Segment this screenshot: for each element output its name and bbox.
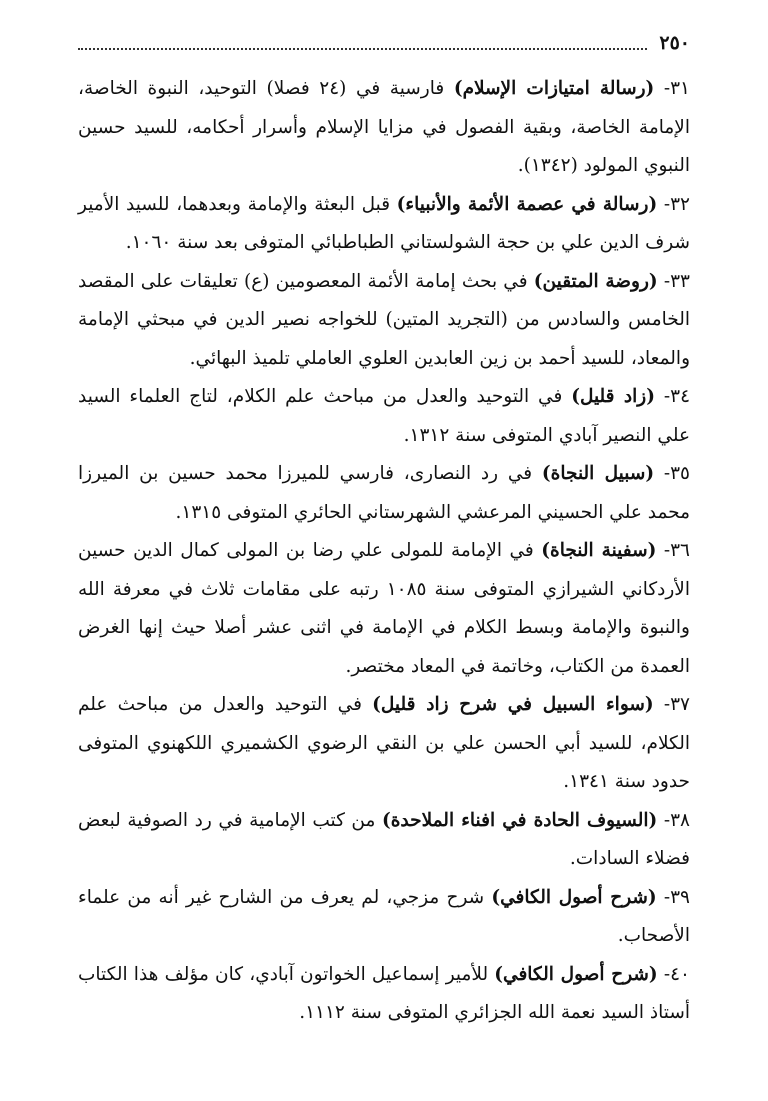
- entry-number: ٣١-: [663, 78, 690, 99]
- entry-title: (سبيل النجاة): [541, 463, 655, 484]
- entry-body: في التوحيد والعدل من مباحث علم الكلام، للسيد أبي الحسن علي بن النقي الرضوي الكشميري اللكهنوي المتوفى حدود سنة ١٣٤١.: [78, 694, 690, 792]
- entry-body: في رد النصارى، فارسي للميرزا محمد حسين بن الميرزا محمد علي الحسيني المرعشي الشهرستاني الحائري المتوفى ١٣١٥.: [78, 463, 690, 523]
- entry-title: (زاد قليل): [571, 386, 655, 407]
- entry-item: [78, 70, 690, 186]
- entry-title: (سواء السبيل في شرح زاد قليل): [372, 694, 654, 715]
- entry-body: شرح مزجي، لم يعرف من الشارح غير أنه من علماء الأصحاب.: [78, 886, 690, 946]
- entry-body: للأمير إسماعيل الخواتون آبادي، كان مؤلف هذا الكتاب أستاذ السيد نعمة الله الجزائري المتوفى سنة ١١١٢.: [78, 963, 690, 1023]
- entry-item: [78, 263, 690, 379]
- entry-number: ٣٣-: [663, 270, 690, 292]
- entry-number: ٣٥-: [663, 463, 690, 484]
- entry-body: من كتب الإمامية في رد الصوفية لبعض فضلاء السادات.: [78, 809, 690, 869]
- page-header: [78, 28, 690, 58]
- entry-title: (روضة المتقين): [533, 270, 658, 292]
- entry-number: ٣٩-: [663, 886, 690, 908]
- entry-item: [78, 186, 690, 263]
- entry-item: [78, 378, 690, 455]
- entry-number: ٣٨-: [663, 809, 690, 831]
- entry-number: ٤٠-: [663, 963, 690, 985]
- entry-number: ٣٧-: [663, 694, 690, 715]
- entry-body: في بحث إمامة الأئمة المعصومين (ع) تعليقات على المقصد الخامس والسادس من (التجريد المتين) للخواجه نصير الدين في مبحثي الإمامة والمعاد، للسيد أحمد بن زين العابدين العلوي العاملي تلميذ البهائي.: [78, 270, 690, 369]
- entry-number: ٣٤-: [663, 386, 691, 407]
- entry-item: [78, 686, 690, 802]
- page-number: ٢٥٠: [659, 32, 690, 54]
- dotted-rule: [78, 48, 647, 50]
- entry-title: (شرح أصول الكافي): [491, 886, 657, 908]
- entry-number: ٣٢-: [663, 193, 690, 215]
- entry-body: في التوحيد والعدل من مباحث علم الكلام، لتاج العلماء السيد علي النصير آبادي المتوفى سنة ١٣١٢.: [78, 386, 690, 446]
- entry-body: قبل البعثة والإمامة وبعدهما، للسيد الأمير شرف الدين علي بن حجة الشولستاني الطباطبائي المتوفى بعد سنة ١٠٦٠.: [78, 193, 690, 253]
- entry-item: [78, 802, 690, 879]
- entry-item: [78, 879, 690, 956]
- entry-title: (شرح أصول الكافي): [494, 963, 658, 985]
- entry-title: (رسالة امتيازات الإسلام): [453, 78, 655, 99]
- entry-item: [78, 532, 690, 686]
- entries-list: [78, 70, 690, 1033]
- entry-title: (سفينة النجاة): [541, 540, 657, 561]
- entry-title: (السيوف الحادة في افناء الملاحدة): [381, 809, 658, 831]
- entry-body: في الإمامة للمولى علي رضا بن المولى كمال الدين حسين الأردكاني الشيرازي المتوفى سنة ١٠٨٥ رتبه على مقامات ثلاث في معرفة الله والنبوة والإمامة وبسط الكلام في الإمامة في اثنى عشر أصلا حيث إنها الغرض العمدة من الكتاب، وخاتمة في المعاد مختصر.: [78, 540, 691, 677]
- entry-number: ٣٦-: [663, 540, 690, 561]
- entry-title: (رسالة في عصمة الأئمة والأنبياء): [396, 193, 658, 215]
- entry-item: [78, 956, 690, 1033]
- entry-item: [78, 455, 690, 532]
- entry-body: فارسية في (٢٤ فصلا) التوحيد، النبوة الخاصة، الإمامة الخاصة، وبقية الفصول في مزايا الإسلام وأسرار أحكامه، للسيد حسين النبوي المولود (١٣٤٢).: [78, 78, 690, 176]
